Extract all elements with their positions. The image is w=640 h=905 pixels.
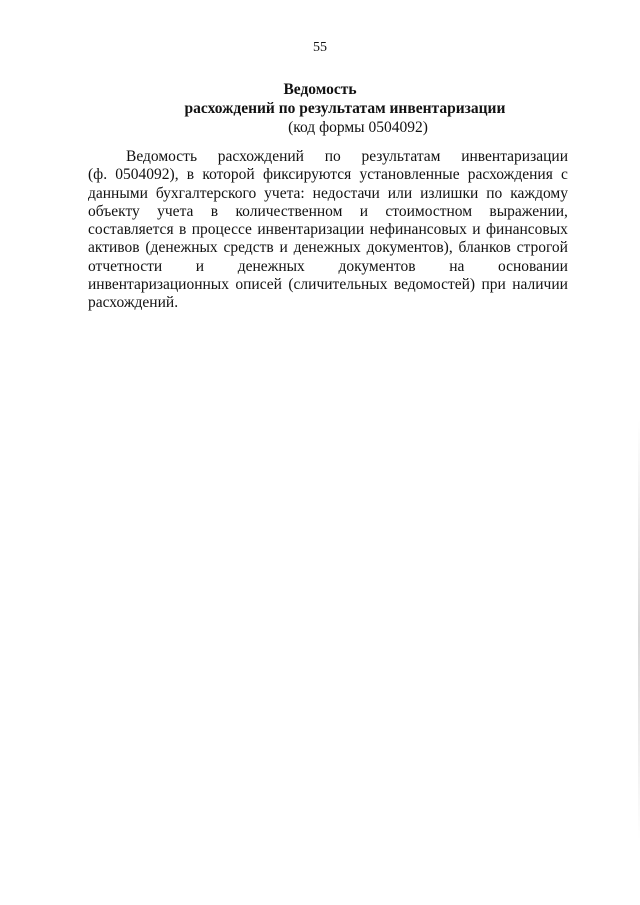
word: документов bbox=[338, 257, 416, 275]
paragraph-line bbox=[88, 239, 568, 257]
word: инвентаризации bbox=[461, 148, 568, 165]
word: средств bbox=[223, 239, 274, 257]
word: ведомостей) bbox=[393, 276, 476, 294]
word: учета bbox=[157, 202, 194, 220]
word: излишки bbox=[420, 184, 479, 202]
word: описей bbox=[235, 276, 282, 294]
word: бухгалтерского bbox=[155, 184, 257, 202]
body-paragraph bbox=[88, 148, 568, 313]
document-heading bbox=[0, 80, 640, 137]
word: Ведомость bbox=[126, 148, 198, 165]
word: данными bbox=[88, 184, 148, 202]
word: стоимостном bbox=[385, 202, 473, 220]
word: и bbox=[195, 257, 205, 275]
paragraph-line bbox=[88, 221, 568, 239]
word: учета: bbox=[264, 184, 305, 202]
word: финансовых bbox=[486, 221, 568, 239]
word: результатам bbox=[361, 148, 441, 165]
word: нефинансовых bbox=[369, 221, 467, 239]
word: (ф. bbox=[88, 166, 108, 184]
word: (сличительных bbox=[288, 276, 388, 294]
word: и bbox=[279, 239, 288, 257]
word: недостачи bbox=[312, 184, 380, 202]
word: установленные bbox=[359, 166, 460, 184]
word: строгой bbox=[516, 239, 568, 257]
word: количественном bbox=[235, 202, 343, 220]
word: составляется bbox=[88, 221, 174, 239]
word: в bbox=[186, 166, 195, 184]
word: активов bbox=[88, 239, 140, 257]
word: с bbox=[561, 166, 568, 184]
heading-title-line1: Ведомость bbox=[283, 81, 357, 98]
paragraph-line bbox=[88, 148, 568, 166]
page-number: 55 bbox=[313, 40, 327, 55]
word: денежных bbox=[293, 239, 361, 257]
paragraph-line bbox=[88, 203, 568, 221]
paragraph-line bbox=[88, 294, 568, 312]
word: 0504092), bbox=[115, 166, 179, 184]
word: в bbox=[210, 202, 219, 220]
word: наличии bbox=[512, 276, 568, 294]
word: бланков bbox=[458, 239, 511, 257]
word: которой bbox=[202, 166, 255, 184]
word: при bbox=[481, 276, 506, 294]
word: инвентаризационных bbox=[88, 276, 229, 294]
word: на bbox=[449, 257, 465, 275]
paragraph-line bbox=[88, 185, 568, 203]
word: основании bbox=[498, 257, 568, 275]
word: денежных bbox=[237, 257, 305, 275]
word: в bbox=[179, 221, 187, 239]
paragraph-line bbox=[88, 276, 568, 294]
word: объекту bbox=[88, 202, 140, 220]
word: процессе bbox=[191, 221, 252, 239]
word: фиксируются bbox=[262, 166, 352, 184]
heading-title-line2: расхождений по результатам инвентаризации bbox=[184, 100, 506, 117]
word: выражении, bbox=[489, 202, 568, 220]
paragraph-line bbox=[88, 166, 568, 184]
word: по bbox=[486, 184, 503, 202]
word: и bbox=[359, 202, 369, 220]
word: или bbox=[387, 184, 413, 202]
heading-form-code: (код формы 0504092) bbox=[288, 119, 428, 136]
word: (денежных bbox=[145, 239, 218, 257]
word: инвентаризации bbox=[257, 221, 365, 239]
word: отчетности bbox=[88, 257, 163, 275]
word: расхождений bbox=[217, 148, 304, 165]
word: расхождений. bbox=[88, 294, 179, 312]
word: и bbox=[472, 221, 481, 239]
word: по bbox=[324, 148, 341, 165]
paragraph-line bbox=[88, 258, 568, 276]
word: расхождения bbox=[467, 166, 553, 184]
word: каждому bbox=[510, 184, 568, 202]
word: документов), bbox=[366, 239, 453, 257]
